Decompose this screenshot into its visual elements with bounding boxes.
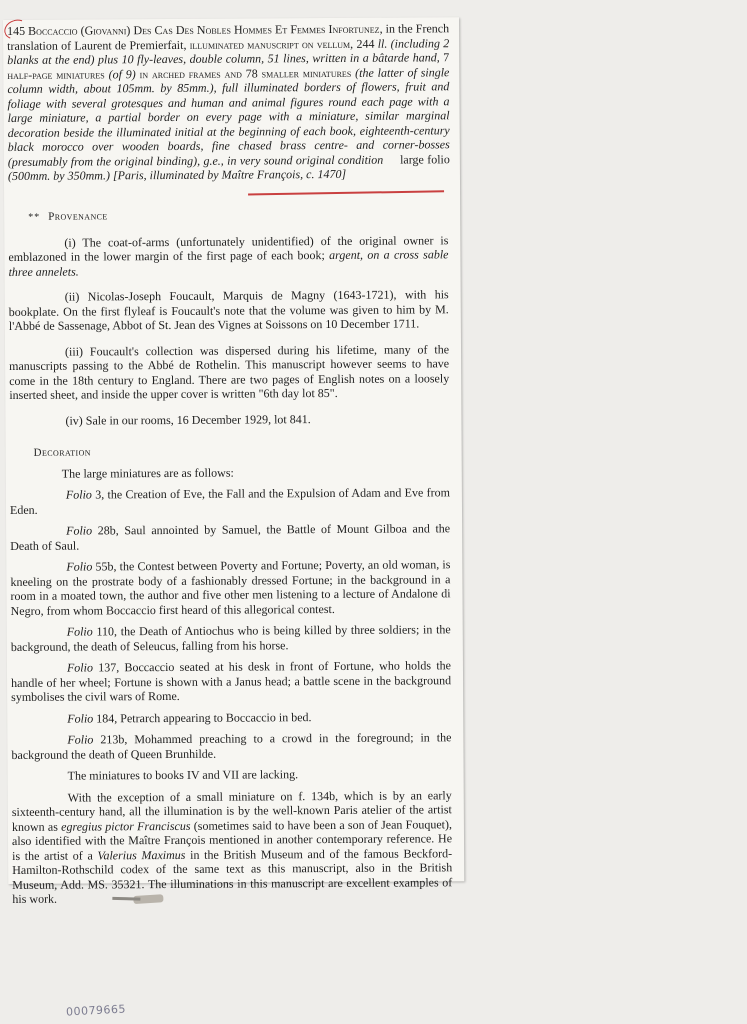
red-underline-mark (248, 190, 444, 195)
provenance-heading: Provenance (48, 210, 108, 223)
folio-description: 137, Boccaccio seated at his desk in front of Fortune, who holds the handle of her wheel; Fortune is shown with a Janus head; a battle scene in the background symbolises the civil wars of Rome. (11, 658, 452, 704)
folio-description: 213b, Mohammed preaching to a crowd in the foreground; in the background the death of Queen Brunhilde. (11, 730, 452, 762)
folio-label: Folio (67, 710, 94, 726)
lot-title: Boccaccio (Giovanni) Des Cas Des Nobles Hommes Et Femmes Infortunez, (28, 21, 383, 38)
lot-description: 145 Boccaccio (Giovanni) Des Cas Des Nobles Hommes Et Femmes Infortunez, in the French translation of Laurent de Premierfait, illuminated manuscript on vellum, 244 ll. (including 2 blanks at the end) plus 10 fly-leaves, double column, 51 lines, written in a bâtarde hand, 7 half-page miniatures (of 9) in arched frames and 78 smaller miniatures (the latter of single column width, about 105mm. by 85mm.), full illuminated borders of flowers, fruit and foliage with several grotesques and human and animal figures round each page with a large miniature, a partial border on every page with a miniature, similar marginal decoration beside the illuminated initial at the beginning of each book, eighteenth-century black morocco over wooden boards, fine chased brass centre- and corner-bosses (presumably from the original binding), g.e., in very sound original condition large folio (500mm. by 350mm.) [Paris, illuminated by Maître François, c. 1470] (7, 21, 450, 183)
provenance-paragraph-3: (iii) Foucault's collection was dispersed during his lifetime, many of the manuscripts passing to the Abbé de Rothelin. This manuscript however seems to have come in the 18th century to England. There are two pages of English notes on a loosely inserted sheet, and inside the upper cover is written "6th day lot 85". (9, 341, 450, 402)
folio-description: 3, the Creation of Eve, the Fall and the Expulsion of Adam and Eve from Eden. (9, 485, 450, 517)
decoration-intro: The large miniatures are as follows: (61, 465, 234, 481)
decoration-heading: Decoration (33, 446, 91, 459)
folio-description: 55b, the Contest between Poverty and Fortune; Poverty, an old woman, is kneeling on the prostrate body of a fashionably dressed Fortune; in the background in a room in a moated town, the author and five other men listening to a lecture of Andalone di Negro, from whom Boccaccio first heard of this allegorical contest. (10, 557, 451, 618)
provenance-section (8, 207, 449, 428)
inventory-stamp: 00079665 (65, 1002, 127, 1019)
attribution: [Paris, illuminated by Maître François, c. 1470] (112, 166, 347, 183)
miniature-entry (11, 730, 451, 762)
asterisks: ** (28, 211, 41, 223)
folio-label: Folio (66, 523, 93, 538)
provenance-paragraph-4: (iv) Sale in our rooms, 16 December 1929, lot 841. (65, 411, 311, 428)
miniature-entry (11, 622, 451, 654)
miniature-entry (10, 485, 450, 517)
decoration-section (10, 443, 453, 906)
provenance-paragraph-2: (ii) Nicolas-Joseph Foucault, Marquis de Magny (1643-1721), with his bookplate. On the first flyleaf is Foucault's note that the volume was given to him by M. l'Abbé de Sassenage, Abbot of St. Jean des Vignes at Soissons on 10 December 1711. (8, 287, 449, 333)
miniature-entry (11, 658, 451, 704)
miniature-entry (10, 557, 450, 618)
catalogue-clipping (3, 17, 464, 906)
folio-label: Folio (65, 487, 92, 502)
provenance-paragraph-1: (i) The coat-of-arms (unfortunately unidentified) of the original owner is emblazoned in the lower margin of the first page of each book; argent, on a cross sable three annelets. (8, 232, 449, 279)
lacking-note: The miniatures to books IV and VII are lacking. (67, 767, 299, 783)
folio-label: Folio (66, 624, 93, 639)
folio-description: 110, the Death of Antiochus who is being killed by three soldiers; in the background, the death of Seleucus, falling from his horse. (10, 622, 451, 654)
folio-label: Folio (66, 559, 93, 574)
folio-label: Folio (66, 660, 93, 675)
miniature-entry (10, 521, 450, 553)
folio-label: Folio (67, 732, 94, 747)
miniature-entry (11, 709, 451, 726)
decoration-conclusion: With the exception of a small miniature on f. 134b, which is by an early sixteenth-century hand, all the illumination is by the well-known Paris atelier of the artist known as egregius pictor Franciscus (sometimes said to have been a son of Jean Fouquet), also identified with the Maître François mentioned in another contemporary reference. He is the artist of a Valerius Maximus in the British Museum and of the famous Beckford-Hamilton-Rothschild codex of the same text as this manuscript, also in the British Museum, Add. MS. 35321. The illuminations in this manuscript are excellent examples of his work. (11, 787, 453, 906)
folio-description: 184, Petrarch appearing to Boccaccio in bed. (96, 709, 312, 725)
lot-number: 145 (7, 24, 25, 38)
folio-description: 28b, Saul annointed by Samuel, the Battle of Mount Gilboa and the Death of Saul. (10, 521, 451, 553)
miniature-list (10, 485, 452, 762)
